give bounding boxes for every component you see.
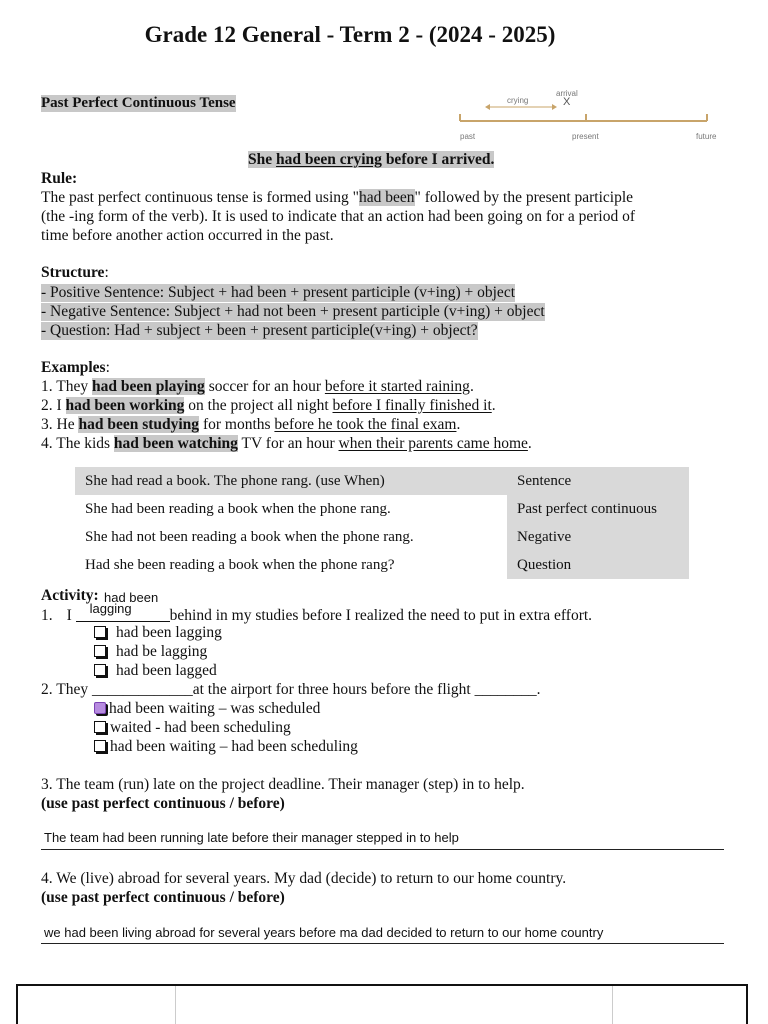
question-3-instruction: (use past perfect continuous / before)	[41, 795, 285, 812]
structure-label: Structure	[41, 264, 105, 281]
question-2	[41, 681, 540, 699]
example-clause: before it started raining	[324, 378, 470, 395]
question-2-blank-2[interactable]: ________	[474, 681, 537, 698]
question-1	[41, 601, 593, 625]
table-cell-type: Past perfect continuous	[507, 495, 689, 523]
activity-label: Activity:	[41, 587, 99, 604]
structure-positive: - Positive Sentence: Subject + had been + present participle (v+ing) + object	[41, 284, 515, 301]
example-clause: when their parents came home	[338, 435, 528, 452]
table-cell-sentence: She had been reading a book when the phone rang.	[85, 500, 391, 517]
table-row	[75, 495, 689, 523]
checkbox-icon[interactable]	[94, 740, 106, 752]
example-end: .	[456, 416, 461, 433]
table-cell-sentence: She had not been reading a book when the phone rang.	[85, 528, 414, 545]
question-1-post: behind in my studies before I realized the need to put in extra effort.	[169, 607, 593, 624]
example-pre: 1. They	[41, 378, 92, 395]
table-cell-type: Negative	[507, 523, 689, 551]
option-label: had been lagged	[116, 662, 217, 679]
table-cell-type: Question	[507, 551, 689, 579]
question-1-blank[interactable]	[76, 601, 170, 622]
example-item	[41, 435, 532, 453]
example-pre: 4. The kids	[41, 435, 114, 452]
question-4-answer[interactable]: we had been living abroad for several years before ma dad decided to return to our home country	[44, 925, 604, 940]
checkbox-icon[interactable]	[94, 626, 106, 638]
checkbox-checked-icon[interactable]	[94, 702, 106, 714]
question-4: 4. We (live) abroad for several years. My dad (decide) to return to our home country.	[41, 870, 567, 887]
example-end: .	[527, 435, 532, 452]
timeline-diagram	[455, 84, 725, 146]
section-heading: Past Perfect Continuous Tense	[41, 95, 236, 111]
example-verb-phrase: had been playing	[91, 378, 205, 395]
table-cell-sentence: Had she been reading a book when the phone rang?	[85, 556, 395, 573]
examples-label: Examples	[41, 359, 106, 376]
option-label: waited - had been scheduling	[110, 719, 291, 736]
example-verb: had been crying	[276, 151, 382, 168]
checkbox-icon[interactable]	[94, 664, 106, 676]
example-verb-phrase: had been watching	[113, 435, 238, 452]
answer-line	[41, 943, 724, 944]
example-sentence	[248, 151, 494, 169]
timeline-label-present: present	[572, 132, 599, 141]
table-row	[75, 523, 689, 551]
rule-had-been: had been	[358, 189, 415, 206]
table-cell-type: Sentence	[507, 467, 689, 495]
checkbox-icon[interactable]	[94, 721, 106, 733]
bottom-box-left-border	[16, 984, 18, 1024]
examples-heading	[41, 359, 110, 377]
structure-heading	[41, 264, 109, 282]
table-cell-sentence: She had read a book. The phone rang. (use When)	[75, 467, 507, 495]
q2-option[interactable]	[94, 700, 320, 718]
rule-label: Rule:	[41, 170, 78, 187]
option-label: had been waiting – had been scheduling	[110, 738, 358, 755]
example-clause: before he took the final exam	[274, 416, 457, 433]
example-mid: soccer for an hour	[204, 378, 325, 395]
timeline-label-past: past	[460, 132, 476, 141]
example-verb-phrase: had been working	[65, 397, 185, 414]
structure-question: - Question: Had + subject + been + present participle(v+ing) + object?	[41, 322, 478, 339]
option-label: had been waiting – was scheduled	[109, 700, 321, 717]
bottom-box-top-border	[16, 984, 748, 986]
example-mid: TV for an hour	[237, 435, 339, 452]
bottom-box-right-border	[746, 984, 748, 1024]
arrow-left-head	[485, 104, 490, 110]
page-title: Grade 12 General - Term 2 - (2024 - 2025)	[144, 22, 556, 47]
structure-negative: - Negative Sentence: Subject + had not been + present participle (v+ing) + object	[41, 303, 545, 320]
q2-option[interactable]	[94, 719, 291, 737]
example-item	[41, 397, 496, 415]
example-verb-phrase: had been studying	[78, 416, 200, 433]
example-pre: 3. He	[41, 416, 79, 433]
q1-option[interactable]	[94, 643, 207, 661]
q1-option[interactable]	[94, 662, 217, 680]
question-2-pre: 2. They	[41, 681, 92, 698]
arrival-x-mark: X	[563, 96, 571, 108]
question-1-pre: I	[66, 607, 76, 624]
arrow-right-head	[552, 104, 557, 110]
checkbox-icon[interactable]	[94, 645, 106, 657]
timeline-label-crying: crying	[507, 96, 529, 105]
question-2-mid: at the airport for three hours before the flight	[192, 681, 475, 698]
question-3: 3. The team (run) late on the project deadline. Their manager (step) in to help.	[41, 776, 525, 793]
rule-line-1a: The past perfect continuous tense is formed using "	[41, 189, 359, 206]
examples-colon: :	[105, 359, 110, 376]
table-row	[75, 551, 689, 579]
bottom-box-divider	[612, 986, 613, 1024]
question-1-number: 1.	[41, 607, 53, 624]
example-item	[41, 416, 460, 434]
example-pre: 2. I	[41, 397, 66, 414]
handwritten-note: had been	[104, 590, 159, 605]
example-end: .	[469, 378, 474, 395]
question-2-end: .	[536, 681, 541, 698]
example-subject: She	[248, 151, 276, 168]
rule-line-3: time before another action occurred in the past.	[41, 227, 334, 244]
rule-line-1c: " followed by the present participle	[414, 189, 634, 206]
conversion-table	[75, 467, 689, 579]
bottom-box-divider	[175, 986, 176, 1024]
example-rest: before I arrived.	[381, 151, 495, 168]
option-label: had be lagging	[116, 643, 208, 660]
question-2-blank-1[interactable]: _____________	[91, 681, 193, 698]
answer-lagging: lagging	[89, 601, 132, 616]
rule-line-1	[41, 189, 633, 207]
table-row	[75, 467, 689, 495]
example-clause: before I finally finished it	[332, 397, 492, 414]
question-4-instruction: (use past perfect continuous / before)	[41, 889, 285, 906]
rule-line-2: (the -ing form of the verb). It is used to indicate that an action had been going on for a period of	[41, 208, 635, 225]
q1-option[interactable]	[94, 624, 222, 642]
option-label: had been lagging	[116, 624, 222, 641]
example-item	[41, 378, 474, 396]
question-3-answer[interactable]: The team had been running late before their manager stepped in to help	[44, 830, 459, 845]
example-mid: for months	[199, 416, 275, 433]
answer-line	[41, 849, 724, 850]
q2-option[interactable]	[94, 738, 358, 756]
example-mid: on the project all night	[184, 397, 333, 414]
example-end: .	[491, 397, 496, 414]
structure-colon: :	[104, 264, 109, 281]
timeline-label-future: future	[696, 132, 717, 141]
timeline-label-arrival: arrival	[556, 89, 578, 98]
